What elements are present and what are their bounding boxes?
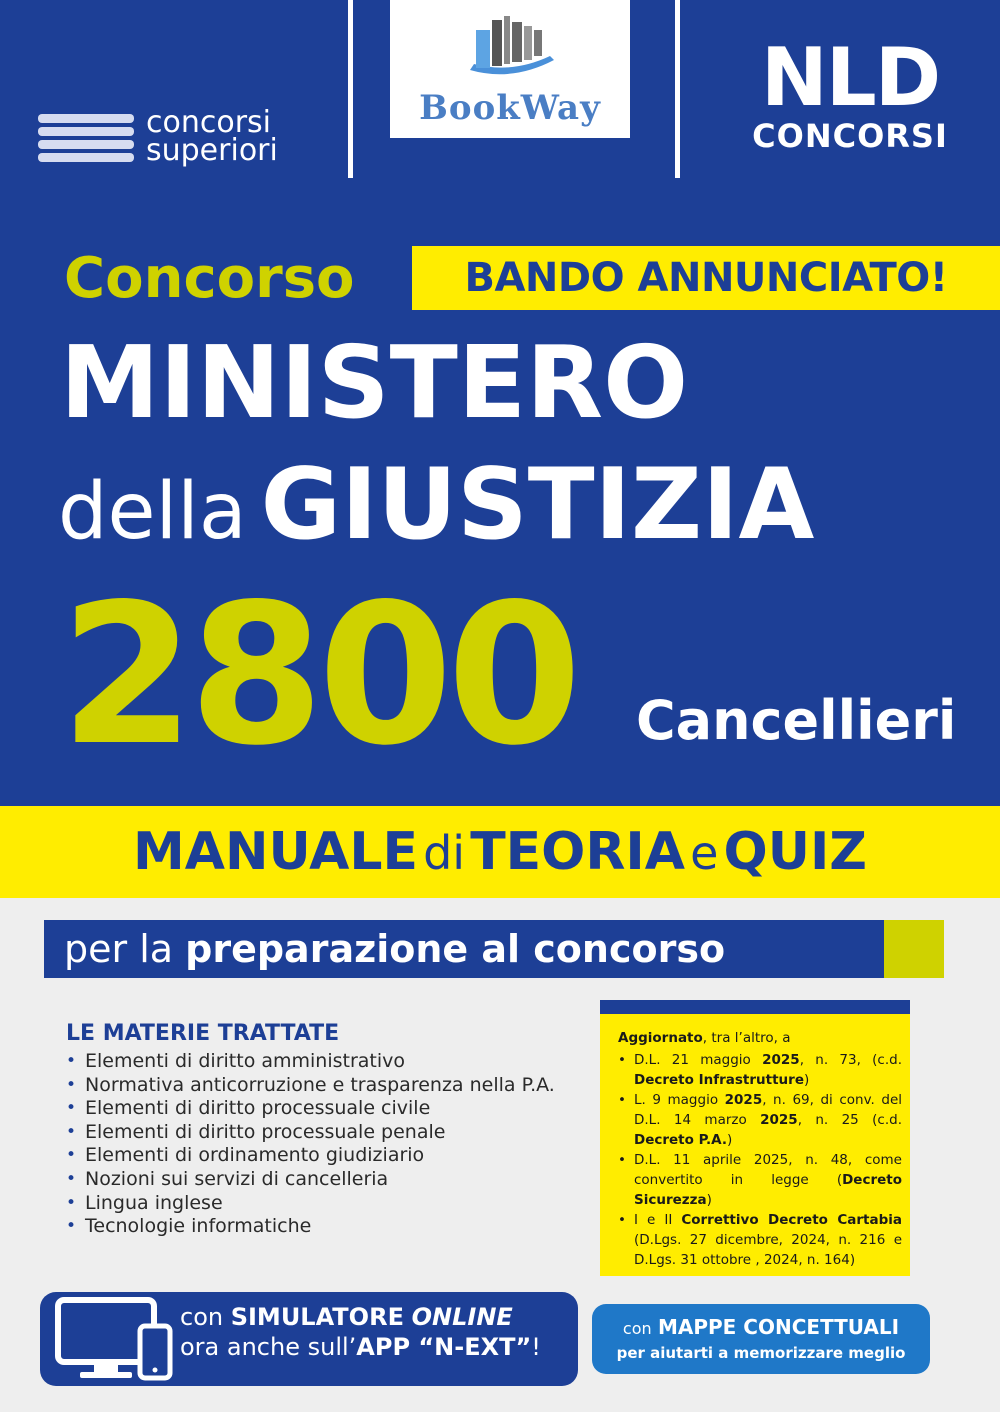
book-bar [38,114,134,123]
materia-text: Nozioni sui servizi di cancelleria [85,1167,389,1190]
nld-concorsi-text: CONCORSI [752,117,948,155]
agg-text: ) [706,1192,712,1208]
logo-text-concorsi: concorsi [146,105,272,140]
simulatore-text [180,1302,541,1362]
book-bar [38,127,134,136]
simulatore-line2 [180,1332,541,1362]
mappe-line2: per aiutarti a memorizzare meglio [616,1344,906,1362]
mappe-text-part: con [622,1319,652,1338]
sim-text-part: SIMULATORE [230,1303,404,1331]
bookway-logo [390,0,630,138]
banner-manuale: MANUALE [132,822,419,882]
logo-text-superiori: superiori [146,133,278,168]
agg-text: Correttivo Decreto Cartabia [681,1212,902,1228]
banner-quiz: QUIZ [723,822,868,882]
preparazione-accent [884,920,944,978]
list-item [66,1121,586,1145]
list-item [66,1168,586,1192]
materia-text: Elementi di ordinamento giudiziario [85,1144,425,1167]
list-item [66,1215,586,1239]
bullet-icon: • [618,1092,626,1108]
sim-text-part: ONLINE [411,1303,513,1331]
bullet-icon: • [66,1098,77,1119]
aggiornato-list [618,1050,902,1270]
sim-text-part: APP “N-EXT” [356,1333,532,1361]
mappe-line1 [592,1314,930,1342]
sim-text-part: ! [531,1333,541,1361]
manuale-banner [0,806,1000,898]
simulatore-line1 [180,1302,541,1332]
header-divider [348,0,353,178]
mappe-text-part: MAPPE CONCETTUALI [657,1315,900,1339]
book-bar [38,153,134,162]
list-item [618,1090,902,1150]
title-ministero: MINISTERO [60,324,689,441]
concorso-label: Concorso [64,246,355,311]
book-bar [38,140,134,149]
agg-text: ) [803,1072,810,1088]
materia-text: Normativa anticorruzione e trasparenza nella P.A. [85,1073,555,1096]
prep-main: preparazione al concorso [185,927,726,971]
list-item [66,1050,586,1074]
preparazione-bar [44,920,884,978]
agg-text: L. 9 maggio [634,1092,725,1108]
agg-text: D.L. 11 aprile 2025, n. 48, come convertito in legge ( [634,1152,902,1188]
positions-number: 2800 [60,562,576,788]
bullet-icon: • [66,1192,77,1213]
title-della: della [58,467,247,557]
aggiornato-box [600,1000,910,1276]
books-stack-icon [38,114,134,162]
bullet-icon: • [66,1168,77,1189]
bullet-icon: • [618,1052,626,1068]
aggiornato-label: Aggiornato [618,1030,703,1046]
list-item [66,1144,586,1168]
materia-text: Tecnologie informatiche [85,1215,312,1238]
simulatore-badge [40,1292,578,1386]
mappe-concettuali-badge [592,1304,930,1374]
concorsi-superiori-logo [38,105,328,168]
devices-icon [54,1296,188,1384]
materie-title: LE MATERIE TRATTATE [66,1021,340,1046]
bookway-text: BookWay [419,88,601,128]
bullet-icon: • [66,1051,77,1071]
materia-text: Lingua inglese [85,1191,223,1214]
sim-text-part: ora anche sull’ [180,1333,357,1361]
bullet-icon: • [66,1216,77,1237]
nld-concorsi-logo [745,31,955,155]
agg-text: Decreto Infrastrutture [634,1072,804,1088]
list-item [618,1210,902,1270]
role-cancellieri: Cancellieri [636,689,957,752]
list-item [66,1192,586,1216]
materia-text: Elementi di diritto processuale penale [85,1120,446,1143]
header-divider [675,0,680,178]
aggiornato-intro [618,1028,902,1048]
materia-text: Elementi di diritto amministrativo [85,1050,406,1072]
agg-text: I e II [634,1212,682,1228]
list-item [66,1097,586,1121]
banner-di: di [423,826,466,880]
sim-text-part: con [180,1303,231,1331]
aggiornato-intro-rest: , tra l’altro, a [702,1030,791,1046]
agg-text: , n. 25 (c.d. [797,1112,902,1128]
banner-e: e [690,826,719,880]
building-icon [466,12,558,82]
materie-list [66,1050,586,1239]
agg-text: , n. 73, (c.d. [799,1052,902,1068]
title-giustizia: GIUSTIZIA [260,448,815,562]
agg-text: (D.Lgs. 27 dicembre, 2024, n. 216 e D.Lgs. 31 ottobre , 2024, n. 164) [634,1232,902,1268]
materia-text: Elementi di diritto processuale civile [85,1097,431,1120]
agg-text: 2025 [760,1112,798,1128]
bullet-icon: • [618,1212,626,1228]
prep-prefix: per la [64,927,174,971]
list-item [618,1050,902,1090]
agg-text: 2025 [762,1052,800,1068]
agg-text: Decreto Sicurezza [634,1172,902,1208]
agg-text: 2025 [724,1092,763,1108]
agg-text: Decreto P.A. [634,1132,727,1148]
agg-text: ) [726,1132,733,1148]
bullet-icon: • [66,1074,77,1095]
banner-teoria: TEORIA [470,822,686,882]
agg-text: , n. 69, di conv. del D.L. 14 marzo [634,1092,902,1128]
list-item [618,1150,902,1210]
bullet-icon: • [618,1152,626,1168]
bullet-icon: • [66,1145,77,1166]
bando-annunciato-badge: BANDO ANNUNCIATO! [412,246,1000,310]
agg-text: D.L. 21 maggio [634,1052,763,1068]
list-item [66,1074,586,1098]
nld-text: NLD [760,31,940,124]
bullet-icon: • [66,1121,77,1142]
